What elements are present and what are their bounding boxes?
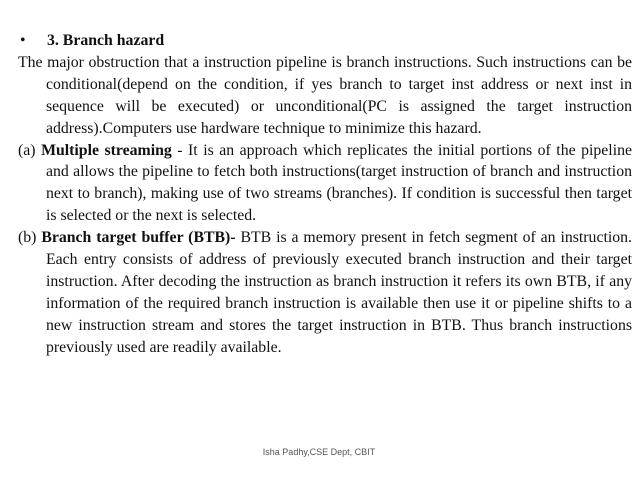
item-branch-target-buffer <box>18 227 632 358</box>
item-term: Branch target buffer (BTB)- <box>41 229 236 247</box>
item-term: Multiple streaming <box>41 141 172 159</box>
slide-footer: Isha Padhy,CSE Dept, CBIT <box>262 447 376 457</box>
item-text: BTB is a memory present in fetch segment of an instruction. Each entry consists of address of previously executed branch instruction and their target instruction. After decoding the instruction as branch instruction it refers its own BTB, if any information of the required branch instruction is available then use it or pipeline shifts to a new instruction stream and stores the target instruction in BTB. Thus branch instructions previously used are readily available. <box>46 229 632 356</box>
item-label: (a) <box>18 141 36 159</box>
section-title: 3. Branch hazard <box>47 32 165 49</box>
item-text: - It is an approach which replicates the initial portions of the pipeline and allows the pipeline to fetch both instructions(target instruction of branch and instruction next to branch), making use of two streams (branches). If condition is successful then target is selected or the next is selected. <box>46 141 632 225</box>
section-heading <box>18 30 632 52</box>
slide-content <box>18 30 632 359</box>
item-label: (b) <box>18 229 37 247</box>
item-multiple-streaming <box>18 140 632 228</box>
bullet-icon: • <box>20 32 26 49</box>
intro-paragraph: The major obstruction that a instruction pipeline is branch instructions. Such instructions can be conditional(depend on the condition, if yes branch to target inst address or next inst in sequence will be executed) or unconditional(PC is assigned the target instruction address).Computers use hardware technique to minimize this hazard. <box>18 53 632 137</box>
